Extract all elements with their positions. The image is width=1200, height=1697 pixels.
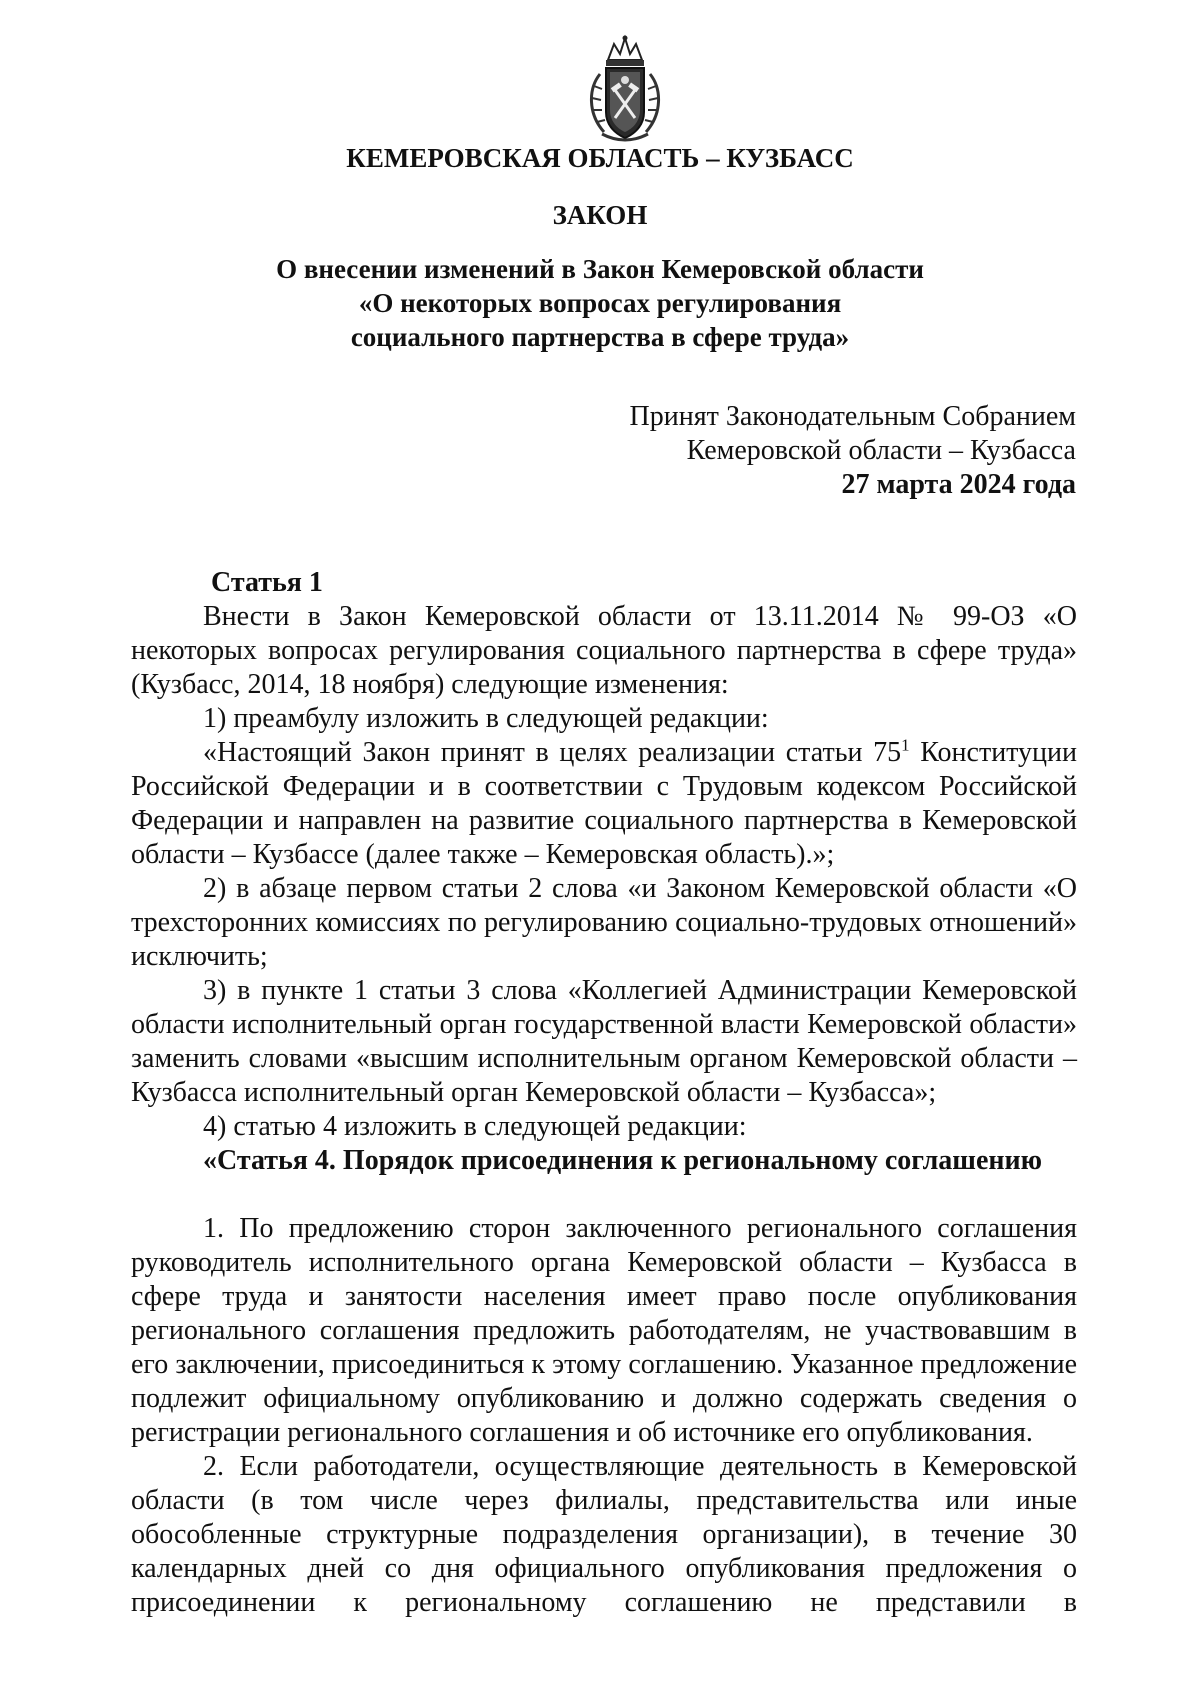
coat-of-arms-icon [580, 34, 670, 146]
amendment-item-1: 1) преамбулу изложить в следующей редакции: [203, 703, 769, 734]
article-heading: Статья 1 [211, 567, 323, 598]
article-4-point-2: 2. Если работодатели, осуществляющие деятельность в Кемеровской области (в том числе через филиалы, представительства или иные обособленные структурные подразделения организации), в течение 30 календарных дней со дня официального опубликования предложения о присоединении к региональному соглашению не представили в [131, 1451, 1077, 1618]
preamble-quote [131, 736, 1077, 872]
article-4-heading: «Статья 4. Порядок присоединения к региональному соглашению [203, 1145, 1043, 1176]
amendment-item-2: 2) в абзаце первом статьи 2 слова «и Законом Кемеровской области «О трехсторонних комиссиях по регулированию социально-трудовых отношений» исключить; [131, 873, 1077, 972]
document-body [131, 566, 1077, 1620]
preamble-quote-start: «Настоящий Закон принят в целях реализации статьи 75 [203, 737, 902, 768]
adoption-info [630, 400, 1076, 502]
amendment-item-4: 4) статью 4 изложить в следующей редакции: [203, 1111, 747, 1142]
superscript-mark: 1 [901, 735, 910, 755]
adopted-by-region-line: Кемеровской области – Кузбасса [686, 435, 1076, 466]
adopted-by-line: Принят Законодательным Собранием [629, 401, 1076, 432]
spacer [131, 1178, 1077, 1212]
law-title-line: «О некоторых вопросах регулирования [358, 288, 842, 318]
amendment-item-3: 3) в пункте 1 статьи 3 слова «Коллегией Администрации Кемеровской области исполнительный орган государственной власти Кемеровской области» заменить словами «высшим исполнительным органом Кемеровской области – Кузбасса исполнительный орган Кемеровской области – Кузбасса»; [131, 975, 1077, 1108]
article-4-point-1: 1. По предложению сторон заключенного регионального соглашения руководитель исполнительного органа Кемеровской области – Кузбасса в сфере труда и занятости населения имеет право после опубликования регионального соглашения предложить работодателям, не участвовавшим в его заключении, присоединиться к этому соглашению. Указанное предложение подлежит официальному опубликованию и должно содержать сведения о регистрации регионального соглашения и об источнике его опубликования. [131, 1213, 1077, 1448]
preamble-quote-end: Конституции Российской Федерации и в соответствии с Трудовым кодексом Российской Федерации и направлен на развитие социального партнерства в Кемеровской области – Кузбассе (далее также – Кемеровская область).»; [131, 737, 1077, 870]
law-title-line: О внесении изменений в Закон Кемеровской области [276, 254, 924, 284]
adoption-date: 27 марта 2024 года [841, 469, 1076, 500]
law-title-line: социального партнерства в сфере труда» [350, 322, 850, 352]
paragraph-intro: Внести в Закон Кемеровской области от 13.11.2014 № 99-ОЗ «О некоторых вопросах регулирования социального партнерства в сфере труда» (Кузбасс, 2014, 18 ноября) следующие изменения: [131, 601, 1077, 700]
document-type: ЗАКОН [552, 200, 648, 230]
law-title [120, 252, 1080, 354]
region-title: КЕМЕРОВСКАЯ ОБЛАСТЬ – КУЗБАСС [346, 143, 854, 173]
